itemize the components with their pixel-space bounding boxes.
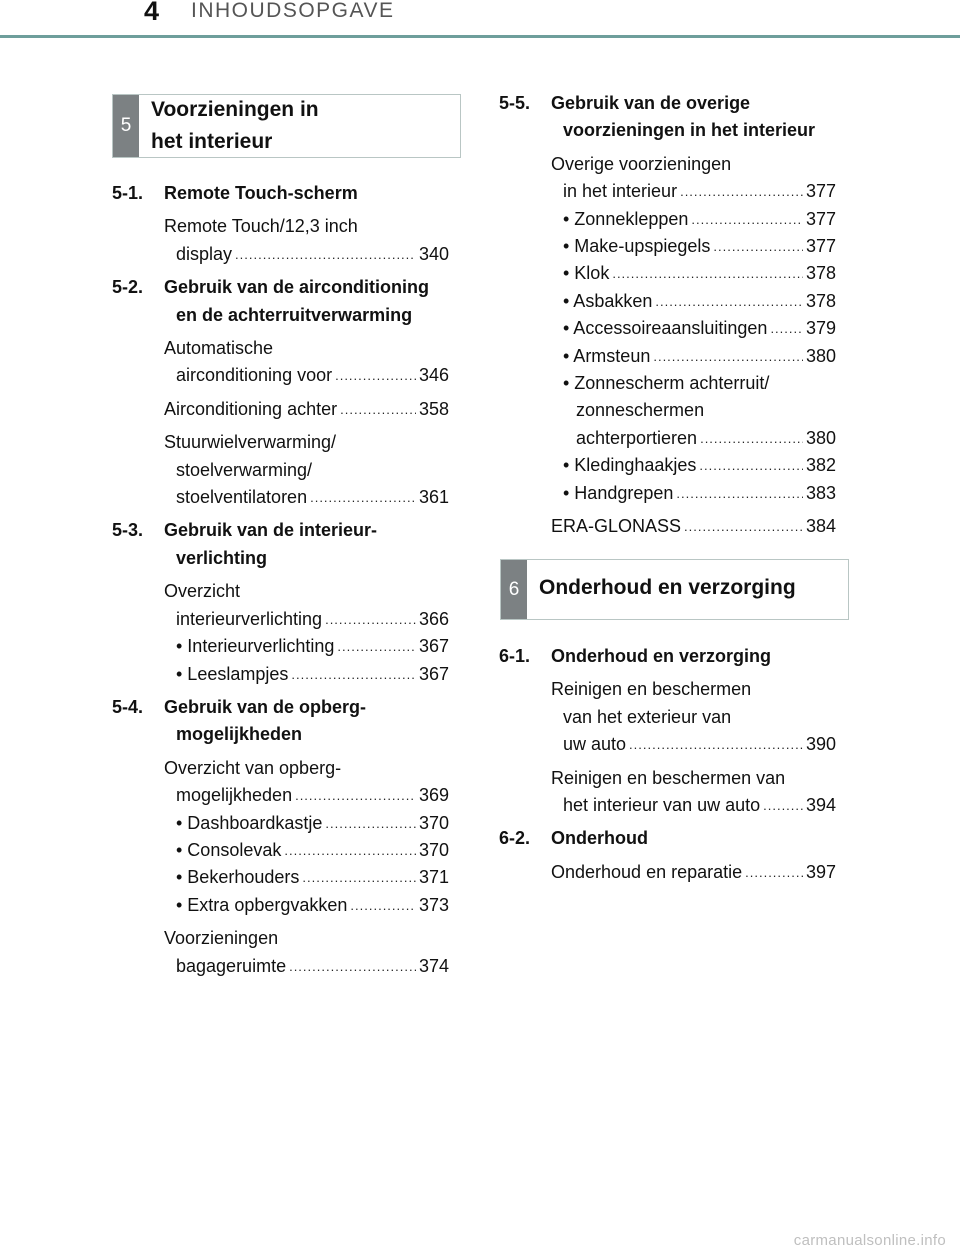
dot-leader xyxy=(337,633,416,660)
page-ref[interactable]: 361 xyxy=(418,487,449,508)
page-ref[interactable]: 377 xyxy=(805,181,836,202)
entry-text: • Bekerhouders xyxy=(176,867,300,888)
toc-bullet[interactable] xyxy=(551,480,836,507)
section-title: Gebruik van de interieur- xyxy=(164,520,378,541)
toc-entry[interactable] xyxy=(551,151,836,507)
entry-text: uw auto xyxy=(563,734,627,755)
dot-leader xyxy=(325,810,416,837)
dot-leader xyxy=(335,362,416,389)
entry-text: Airconditioning achter xyxy=(164,398,338,419)
section-title: voorzieningen in het interieur xyxy=(563,120,816,141)
toc-entry[interactable] xyxy=(551,676,836,758)
toc-bullet[interactable] xyxy=(164,810,449,837)
entry-text: Onderhoud en reparatie xyxy=(551,861,743,882)
page-ref[interactable]: 394 xyxy=(805,795,836,816)
entry-text: • Klok xyxy=(563,263,610,284)
entry-text: airconditioning voor xyxy=(176,365,333,386)
dot-leader xyxy=(289,953,416,980)
toc-entry[interactable] xyxy=(164,213,449,268)
page-ref[interactable]: 340 xyxy=(418,243,449,264)
dot-leader xyxy=(676,480,803,507)
section-number: 6-1. xyxy=(499,646,531,666)
entry-text: in het interieur xyxy=(563,181,678,202)
toc-section-5-5 xyxy=(499,90,836,145)
toc-bullet[interactable] xyxy=(551,452,836,479)
entry-text: • Leeslampjes xyxy=(176,663,289,684)
entry-text: Overzicht van opberg- xyxy=(164,757,342,778)
entry-text: Automatische xyxy=(164,338,274,359)
toc-entry[interactable] xyxy=(164,925,449,980)
page-ref[interactable]: 377 xyxy=(805,236,836,257)
page-ref[interactable]: 397 xyxy=(805,861,836,882)
page-ref[interactable]: 374 xyxy=(418,955,449,976)
page-ref[interactable]: 390 xyxy=(805,734,836,755)
dot-leader xyxy=(235,241,416,268)
section-number: 5-1. xyxy=(112,183,144,203)
entry-text: zonneschermen xyxy=(576,400,705,421)
page-ref[interactable]: 379 xyxy=(805,318,836,339)
page-ref[interactable]: 380 xyxy=(805,345,836,366)
entry-text: • Zonnekleppen xyxy=(563,208,689,229)
dot-leader xyxy=(291,661,416,688)
dot-leader xyxy=(340,396,416,423)
toc-entry[interactable] xyxy=(164,335,449,390)
entry-text: • Dashboardkastje xyxy=(176,812,323,833)
page-ref[interactable]: 370 xyxy=(418,839,449,860)
toc-bullet[interactable] xyxy=(551,370,836,452)
entry-text: • Armsteun xyxy=(563,345,651,366)
page-ref[interactable]: 369 xyxy=(418,785,449,806)
entry-text: • Consolevak xyxy=(176,839,282,860)
entry-text: Voorzieningen xyxy=(164,928,279,949)
toc-bullet[interactable] xyxy=(551,233,836,260)
entry-text: • Extra opbergvakken xyxy=(176,894,348,915)
toc-bullet[interactable] xyxy=(551,343,836,370)
section-number: 5-4. xyxy=(112,696,144,717)
toc-bullet[interactable] xyxy=(164,892,449,919)
entry-text: mogelijkheden xyxy=(176,785,293,806)
entry-text: • Asbakken xyxy=(563,290,653,311)
section-title: Gebruik van de opberg- xyxy=(164,696,367,717)
entry-text: Reinigen en beschermen van xyxy=(551,767,786,788)
entry-text: interieurverlichting xyxy=(176,608,323,629)
toc-bullet[interactable] xyxy=(164,633,449,660)
entry-text: Remote Touch/12,3 inch xyxy=(164,216,358,237)
dot-leader xyxy=(295,782,416,809)
entry-text: Stuurwielverwarming/ xyxy=(164,432,337,453)
page-ref[interactable]: 380 xyxy=(805,427,836,448)
section-number: 5-2. xyxy=(112,277,144,298)
entry-text: bagageruimte xyxy=(176,955,287,976)
section-title: Gebruik van de overige xyxy=(551,93,751,113)
running-title: INHOUDSOPGAVE xyxy=(191,0,395,22)
entry-text: Overzicht xyxy=(164,581,241,602)
toc-section-6-1 xyxy=(499,643,836,670)
toc-section-5-1 xyxy=(112,180,449,207)
dot-leader xyxy=(284,837,416,864)
entry-text: display xyxy=(176,243,233,264)
page-ref[interactable]: 383 xyxy=(805,482,836,503)
toc-section-5-3 xyxy=(112,517,449,572)
page-ref[interactable]: 378 xyxy=(805,263,836,284)
section-number: 5-3. xyxy=(112,520,144,541)
entry-text: • Interieurverlichting xyxy=(176,636,335,657)
page-ref[interactable]: 378 xyxy=(805,290,836,311)
toc-bullet[interactable] xyxy=(164,661,449,688)
section-6-title: Onderhoud en verzorging xyxy=(539,576,796,599)
dot-leader xyxy=(325,606,416,633)
section-number: 5-5. xyxy=(499,93,531,113)
dot-leader xyxy=(713,233,803,260)
section-title: verlichting xyxy=(176,547,268,568)
entry-text: stoelverwarming/ xyxy=(176,459,313,480)
dot-leader xyxy=(763,792,803,819)
toc-bullet[interactable] xyxy=(164,837,449,864)
entry-text: achterportieren xyxy=(576,427,698,448)
watermark: carmanualsonline.info xyxy=(793,1232,946,1249)
page-ref[interactable]: 346 xyxy=(418,365,449,386)
dot-leader xyxy=(699,452,803,479)
entry-text: • Kledinghaakjes xyxy=(563,455,697,476)
toc-bullet[interactable] xyxy=(551,288,836,315)
toc-section-6-2 xyxy=(499,825,836,852)
toc-entry[interactable] xyxy=(551,859,836,886)
toc-section-5-4 xyxy=(112,694,449,749)
toc-entry[interactable] xyxy=(164,755,449,919)
page-ref[interactable]: 384 xyxy=(805,516,836,537)
entry-text: Overige voorzieningen xyxy=(551,153,732,174)
section-title: Onderhoud xyxy=(551,828,648,849)
section-6-heading xyxy=(500,559,849,620)
page-ref[interactable]: 377 xyxy=(805,208,836,229)
page-number: 4 xyxy=(144,0,160,26)
page-ref[interactable]: 367 xyxy=(418,636,449,657)
page-ref[interactable]: 371 xyxy=(418,867,449,888)
entry-text: Reinigen en beschermen xyxy=(551,679,752,700)
page-ref[interactable]: 367 xyxy=(418,663,449,684)
entry-text: • Handgrepen xyxy=(563,482,674,503)
toc-right-column-bottom xyxy=(499,643,836,892)
toc-right-column-top xyxy=(499,90,836,547)
entry-text: stoelventilatoren xyxy=(176,487,308,508)
entry-text: het interieur van uw auto xyxy=(563,795,761,816)
entry-text: • Make-upspiegels xyxy=(563,236,711,257)
dot-leader xyxy=(691,206,803,233)
dot-leader xyxy=(302,864,416,891)
entry-text: • Accessoireaansluitingen xyxy=(563,318,768,339)
toc-left-column xyxy=(112,180,449,986)
toc-bullet[interactable] xyxy=(551,206,836,233)
section-title: en de achterruitverwarming xyxy=(176,304,413,325)
dot-leader xyxy=(310,484,416,511)
page-ref[interactable]: 373 xyxy=(418,894,449,915)
dot-leader xyxy=(612,260,803,287)
toc-bullet[interactable] xyxy=(551,315,836,342)
section-5-tab: 5 xyxy=(113,95,139,157)
toc-entry[interactable] xyxy=(551,765,836,820)
section-title: Remote Touch-scherm xyxy=(164,183,358,203)
dot-leader xyxy=(770,315,803,342)
section-5-title-line2: het interieur xyxy=(151,130,273,153)
section-5-title-line1: Voorzieningen in xyxy=(151,98,319,121)
dot-leader xyxy=(629,731,803,758)
dot-leader xyxy=(745,859,803,886)
section-title: mogelijkheden xyxy=(176,724,303,745)
page-ref[interactable]: 382 xyxy=(805,455,836,476)
toc-entry[interactable] xyxy=(164,429,449,511)
dot-leader xyxy=(700,425,803,452)
page-header xyxy=(0,0,960,38)
toc-entry[interactable] xyxy=(551,513,836,540)
page-ref[interactable]: 358 xyxy=(418,398,449,419)
section-title: Gebruik van de airconditioning xyxy=(164,277,430,298)
header-rule xyxy=(0,35,960,38)
toc-entry[interactable] xyxy=(164,578,449,688)
page-ref[interactable]: 366 xyxy=(418,608,449,629)
page-ref[interactable]: 370 xyxy=(418,812,449,833)
section-5-heading xyxy=(112,94,461,158)
dot-leader xyxy=(350,892,416,919)
toc-bullet[interactable] xyxy=(164,864,449,891)
section-title: Onderhoud en verzorging xyxy=(551,646,772,666)
toc-section-5-2 xyxy=(112,274,449,329)
toc-entry[interactable] xyxy=(164,396,449,423)
dot-leader xyxy=(684,513,803,540)
entry-text: ERA-GLONASS xyxy=(551,516,682,537)
entry-text: • Zonnescherm achterruit/ xyxy=(563,373,770,394)
toc-bullet[interactable] xyxy=(551,260,836,287)
entry-text: van het exterieur van xyxy=(563,706,732,727)
dot-leader xyxy=(655,288,803,315)
dot-leader xyxy=(653,343,803,370)
section-number: 6-2. xyxy=(499,828,531,849)
dot-leader xyxy=(680,178,803,205)
section-6-tab: 6 xyxy=(501,560,527,619)
